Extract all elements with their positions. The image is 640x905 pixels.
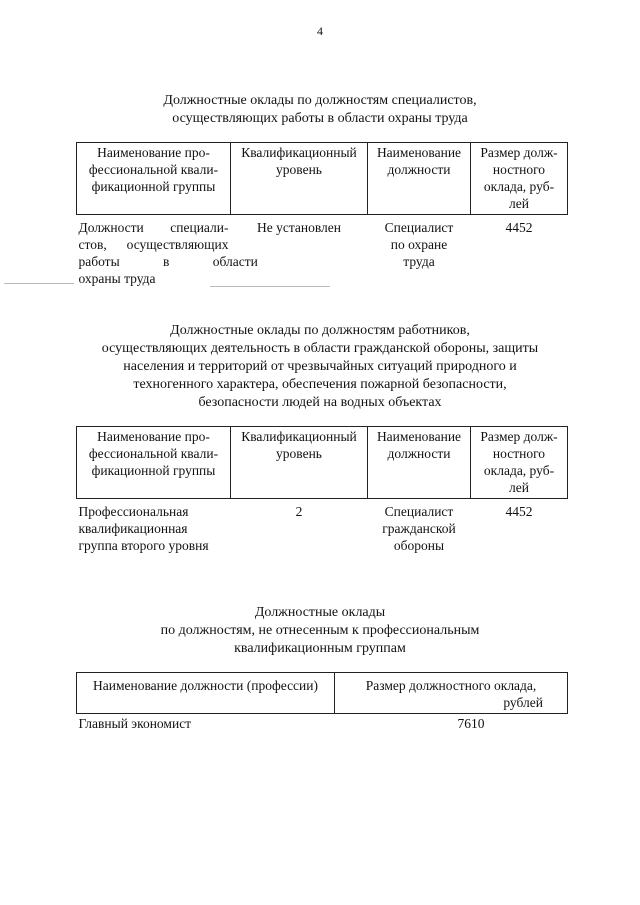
cell-position: Главный экономист: [78, 716, 192, 731]
cell-group: Должности специали- стов, осуществляющих работы в области охраны труда: [78, 220, 258, 286]
page-number: 4: [317, 24, 323, 38]
section-1-title: Должностные оклады по должностям специалистов, осуществляющих работы в области охраны труда: [163, 93, 477, 126]
section-2-table: [76, 426, 568, 554]
section-3-title: Должностные оклады по должностям, не отнесенным к профессиональным квалификационным группам: [160, 605, 480, 656]
header-group: Наименование про- фессиональной квали- фикационной группы: [77, 143, 231, 215]
header-salary: Размер долж- ностного оклада, руб- лей: [471, 427, 568, 499]
table-row: [77, 215, 568, 288]
section-1-table: [76, 142, 568, 287]
cell-level: 2: [295, 504, 303, 519]
header-level: Квалификационный уровень: [231, 427, 368, 499]
table-header-row: [77, 143, 568, 215]
header-position: Наименование должности (профессии): [77, 673, 335, 714]
cell-group: Профессиональная квалификационная группа второго уровня: [78, 504, 209, 553]
header-position: Наименование должности: [368, 427, 471, 499]
cell-salary: 7610: [457, 716, 485, 731]
table-row: [77, 499, 568, 555]
cell-position: Специалист по охране труда: [384, 220, 454, 269]
header-salary: Размер долж- ностного оклада, руб- лей: [471, 143, 568, 215]
cell-level: Не установлен: [256, 220, 342, 235]
scan-artifact: [4, 283, 74, 284]
section-2-title: Должностные оклады по должностям работников, осуществляющих деятельность в области гражданской обороны, защиты населения и территорий от чрезвычайных ситуаций природного и техногенного характера, обеспечения пожарной безопасности, безопасности людей на водных объектах: [101, 323, 539, 410]
cell-salary: 4452: [505, 220, 533, 235]
header-level: Квалификационный уровень: [231, 143, 368, 215]
table-header-row: [77, 673, 568, 714]
header-group: Наименование про- фессиональной квали- фикационной группы: [77, 427, 231, 499]
cell-position: Специалист гражданской обороны: [382, 504, 456, 553]
scan-artifact: [210, 286, 330, 287]
header-salary: Размер должностного оклада, рублей: [335, 673, 568, 714]
section-3-table: [76, 672, 568, 732]
header-position: Наименование должности: [368, 143, 471, 215]
cell-salary: 4452: [505, 504, 533, 519]
table-header-row: [77, 427, 568, 499]
table-row: [77, 714, 568, 733]
